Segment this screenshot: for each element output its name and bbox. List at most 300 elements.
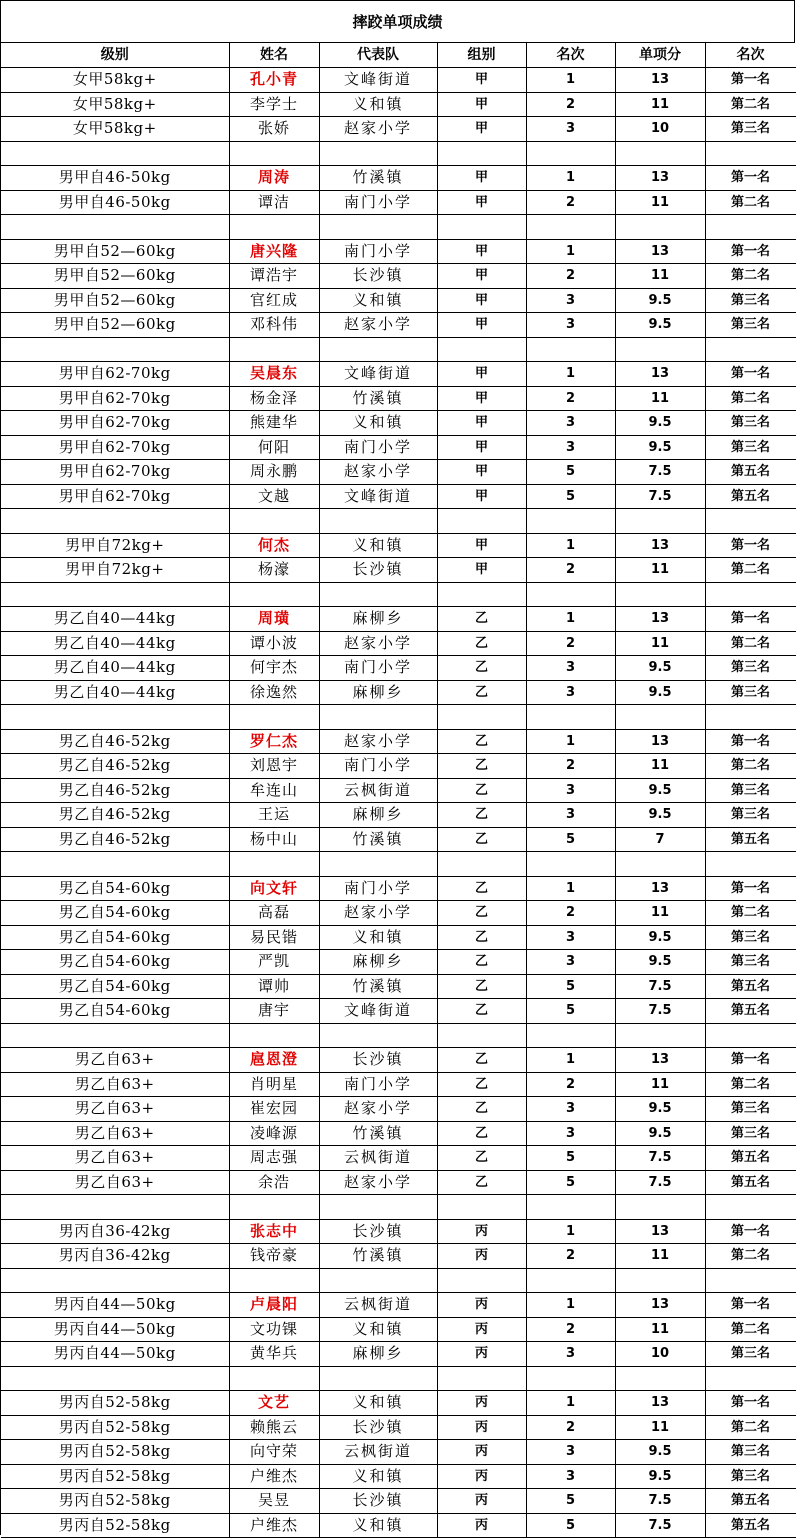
empty-cell: [1, 1268, 229, 1293]
cell-score: 7.5: [615, 1489, 705, 1514]
cell-place: 5: [526, 1146, 615, 1171]
cell-rank: 第三名: [705, 1464, 796, 1489]
cell-rank: 第一名: [705, 1048, 796, 1073]
cell-score: 9.5: [615, 313, 705, 338]
cell-group: 乙: [437, 754, 526, 779]
cell-team: 竹溪镇: [319, 1244, 437, 1269]
table-row: [1, 803, 796, 828]
cell-place: 3: [526, 680, 615, 705]
empty-cell: [526, 1195, 615, 1220]
empty-cell: [526, 705, 615, 730]
cell-score: 9.5: [615, 1440, 705, 1465]
cell-rank: 第三名: [705, 288, 796, 313]
cell-rank: 第三名: [705, 117, 796, 142]
cell-group: 甲: [437, 558, 526, 583]
cell-level: 男丙自44—50kg: [1, 1293, 229, 1318]
cell-athlete-name: 钱帝豪: [229, 1244, 319, 1269]
empty-cell: [615, 1366, 705, 1391]
cell-level: 男乙自46-52kg: [1, 803, 229, 828]
cell-group: 丙: [437, 1342, 526, 1367]
cell-score: 11: [615, 754, 705, 779]
cell-team: 长沙镇: [319, 1415, 437, 1440]
cell-group: 甲: [437, 239, 526, 264]
empty-cell: [615, 852, 705, 877]
cell-score: 13: [615, 1219, 705, 1244]
cell-team: 长沙镇: [319, 558, 437, 583]
cell-level: 男乙自46-52kg: [1, 754, 229, 779]
cell-place: 1: [526, 533, 615, 558]
cell-score: 11: [615, 1415, 705, 1440]
cell-place: 3: [526, 435, 615, 460]
cell-level: 男丙自52-58kg: [1, 1440, 229, 1465]
cell-place: 1: [526, 1391, 615, 1416]
cell-athlete-name: 周志强: [229, 1146, 319, 1171]
cell-level: 男乙自63+: [1, 1072, 229, 1097]
cell-place: 2: [526, 92, 615, 117]
cell-rank: 第五名: [705, 1146, 796, 1171]
cell-rank: 第五名: [705, 827, 796, 852]
cell-level: 男甲自62-70kg: [1, 411, 229, 436]
spacer-row: [1, 1023, 796, 1048]
cell-place: 3: [526, 313, 615, 338]
cell-rank: 第五名: [705, 484, 796, 509]
cell-score: 9.5: [615, 435, 705, 460]
cell-group: 乙: [437, 656, 526, 681]
cell-team: 义和镇: [319, 411, 437, 436]
cell-athlete-name: 周璜: [229, 607, 319, 632]
table-row: [1, 1440, 796, 1465]
cell-athlete-name: 李学士: [229, 92, 319, 117]
cell-score: 9.5: [615, 656, 705, 681]
empty-cell: [319, 705, 437, 730]
cell-score: 7: [615, 827, 705, 852]
cell-athlete-name: 扈恩澄: [229, 1048, 319, 1073]
cell-rank: 第二名: [705, 558, 796, 583]
cell-place: 1: [526, 1219, 615, 1244]
cell-score: 7.5: [615, 484, 705, 509]
cell-rank: 第三名: [705, 925, 796, 950]
empty-cell: [1, 705, 229, 730]
cell-athlete-name: 谭帅: [229, 974, 319, 999]
cell-rank: 第一名: [705, 362, 796, 387]
cell-team: 文峰街道: [319, 484, 437, 509]
cell-athlete-name: 熊建华: [229, 411, 319, 436]
cell-group: 乙: [437, 1097, 526, 1122]
cell-place: 3: [526, 411, 615, 436]
cell-place: 2: [526, 631, 615, 656]
cell-rank: 第一名: [705, 1391, 796, 1416]
cell-group: 丙: [437, 1219, 526, 1244]
cell-group: 乙: [437, 1048, 526, 1073]
cell-score: 13: [615, 362, 705, 387]
cell-group: 乙: [437, 974, 526, 999]
cell-group: 甲: [437, 411, 526, 436]
cell-group: 甲: [437, 435, 526, 460]
cell-athlete-name: 何宇杰: [229, 656, 319, 681]
cell-level: 男乙自63+: [1, 1170, 229, 1195]
cell-score: 9.5: [615, 680, 705, 705]
empty-cell: [319, 582, 437, 607]
table-row: [1, 1513, 796, 1538]
table-row: [1, 484, 796, 509]
cell-group: 甲: [437, 484, 526, 509]
empty-cell: [229, 582, 319, 607]
cell-team: 赵家小学: [319, 901, 437, 926]
cell-level: 男丙自44—50kg: [1, 1317, 229, 1342]
cell-group: 乙: [437, 631, 526, 656]
empty-cell: [319, 1023, 437, 1048]
cell-level: 男乙自54-60kg: [1, 950, 229, 975]
cell-score: 11: [615, 631, 705, 656]
cell-athlete-name: 刘恩宇: [229, 754, 319, 779]
table-row: [1, 656, 796, 681]
empty-cell: [705, 337, 796, 362]
cell-level: 男丙自52-58kg: [1, 1489, 229, 1514]
empty-cell: [705, 215, 796, 240]
cell-level: 男丙自52-58kg: [1, 1464, 229, 1489]
cell-athlete-name: 严凯: [229, 950, 319, 975]
cell-rank: 第二名: [705, 1415, 796, 1440]
empty-cell: [437, 852, 526, 877]
cell-place: 1: [526, 362, 615, 387]
table-row: [1, 1072, 796, 1097]
table-row: [1, 1317, 796, 1342]
empty-cell: [1, 1023, 229, 1048]
table-row: [1, 778, 796, 803]
cell-place: 3: [526, 288, 615, 313]
cell-athlete-name: 高磊: [229, 901, 319, 926]
cell-score: 11: [615, 1072, 705, 1097]
cell-team: 竹溪镇: [319, 974, 437, 999]
cell-place: 2: [526, 190, 615, 215]
cell-place: 3: [526, 1121, 615, 1146]
empty-cell: [615, 1023, 705, 1048]
cell-team: 麻柳乡: [319, 803, 437, 828]
cell-rank: 第三名: [705, 1342, 796, 1367]
cell-level: 男乙自54-60kg: [1, 974, 229, 999]
cell-athlete-name: 王运: [229, 803, 319, 828]
cell-athlete-name: 张志中: [229, 1219, 319, 1244]
empty-cell: [319, 852, 437, 877]
cell-rank: 第三名: [705, 656, 796, 681]
cell-level: 男甲自52—60kg: [1, 313, 229, 338]
cell-group: 甲: [437, 386, 526, 411]
cell-score: 11: [615, 1317, 705, 1342]
cell-rank: 第二名: [705, 264, 796, 289]
cell-place: 1: [526, 68, 615, 93]
cell-place: 5: [526, 1170, 615, 1195]
cell-group: 丙: [437, 1464, 526, 1489]
empty-cell: [437, 582, 526, 607]
cell-level: 女甲58kg+: [1, 92, 229, 117]
cell-athlete-name: 文越: [229, 484, 319, 509]
cell-rank: 第一名: [705, 729, 796, 754]
cell-athlete-name: 肖明星: [229, 1072, 319, 1097]
cell-rank: 第二名: [705, 1244, 796, 1269]
cell-level: 男乙自40—44kg: [1, 680, 229, 705]
results-body: [1, 68, 796, 1538]
cell-athlete-name: 谭洁: [229, 190, 319, 215]
cell-athlete-name: 杨中山: [229, 827, 319, 852]
cell-group: 甲: [437, 460, 526, 485]
cell-score: 13: [615, 239, 705, 264]
cell-athlete-name: 官红成: [229, 288, 319, 313]
cell-level: 男甲自72kg+: [1, 533, 229, 558]
empty-cell: [1, 852, 229, 877]
cell-team: 义和镇: [319, 288, 437, 313]
table-row: [1, 386, 796, 411]
cell-group: 丙: [437, 1391, 526, 1416]
table-row: [1, 190, 796, 215]
cell-score: 13: [615, 729, 705, 754]
table-row: [1, 631, 796, 656]
cell-place: 3: [526, 117, 615, 142]
cell-group: 丙: [437, 1244, 526, 1269]
table-row: [1, 1244, 796, 1269]
cell-group: 乙: [437, 778, 526, 803]
cell-place: 1: [526, 876, 615, 901]
cell-rank: 第一名: [705, 68, 796, 93]
table-row: [1, 533, 796, 558]
empty-cell: [526, 582, 615, 607]
cell-group: 乙: [437, 1121, 526, 1146]
empty-cell: [526, 141, 615, 166]
table-row: [1, 288, 796, 313]
table-row: [1, 974, 796, 999]
cell-team: 云枫街道: [319, 1293, 437, 1318]
cell-score: 13: [615, 1048, 705, 1073]
cell-team: 赵家小学: [319, 313, 437, 338]
cell-level: 男乙自54-60kg: [1, 999, 229, 1024]
spacer-row: [1, 1268, 796, 1293]
cell-team: 赵家小学: [319, 1097, 437, 1122]
cell-place: 3: [526, 950, 615, 975]
empty-cell: [229, 141, 319, 166]
cell-place: 2: [526, 1244, 615, 1269]
cell-level: 男甲自62-70kg: [1, 460, 229, 485]
cell-rank: 第一名: [705, 166, 796, 191]
cell-group: 乙: [437, 803, 526, 828]
cell-rank: 第一名: [705, 1219, 796, 1244]
empty-cell: [437, 215, 526, 240]
cell-level: 男乙自40—44kg: [1, 631, 229, 656]
empty-cell: [526, 215, 615, 240]
cell-place: 5: [526, 484, 615, 509]
cell-team: 南门小学: [319, 190, 437, 215]
cell-group: 丙: [437, 1293, 526, 1318]
cell-rank: 第二名: [705, 754, 796, 779]
cell-place: 1: [526, 1048, 615, 1073]
empty-cell: [437, 337, 526, 362]
cell-place: 5: [526, 460, 615, 485]
cell-level: 男乙自54-60kg: [1, 876, 229, 901]
empty-cell: [437, 705, 526, 730]
cell-team: 云枫街道: [319, 778, 437, 803]
cell-score: 7.5: [615, 460, 705, 485]
cell-team: 麻柳乡: [319, 950, 437, 975]
cell-score: 13: [615, 1391, 705, 1416]
cell-score: 11: [615, 558, 705, 583]
empty-cell: [319, 1366, 437, 1391]
cell-team: 长沙镇: [319, 1489, 437, 1514]
cell-level: 男丙自44—50kg: [1, 1342, 229, 1367]
table-row: [1, 1293, 796, 1318]
cell-rank: 第三名: [705, 1440, 796, 1465]
empty-cell: [526, 509, 615, 534]
cell-team: 文峰街道: [319, 68, 437, 93]
header-level: 级别: [1, 43, 229, 68]
table-row: [1, 1489, 796, 1514]
cell-score: 9.5: [615, 1097, 705, 1122]
cell-level: 男甲自62-70kg: [1, 484, 229, 509]
empty-cell: [526, 337, 615, 362]
cell-group: 乙: [437, 607, 526, 632]
cell-athlete-name: 吴昱: [229, 1489, 319, 1514]
cell-team: 文峰街道: [319, 362, 437, 387]
cell-team: 义和镇: [319, 533, 437, 558]
cell-place: 5: [526, 827, 615, 852]
cell-level: 男乙自54-60kg: [1, 925, 229, 950]
cell-level: 女甲58kg+: [1, 117, 229, 142]
empty-cell: [1, 1195, 229, 1220]
cell-rank: 第二名: [705, 1317, 796, 1342]
table-row: [1, 411, 796, 436]
empty-cell: [229, 705, 319, 730]
empty-cell: [229, 1366, 319, 1391]
cell-group: 乙: [437, 1170, 526, 1195]
spacer-row: [1, 215, 796, 240]
cell-place: 1: [526, 239, 615, 264]
cell-score: 7.5: [615, 1146, 705, 1171]
cell-team: 南门小学: [319, 239, 437, 264]
table-row: [1, 68, 796, 93]
table-row: [1, 264, 796, 289]
cell-group: 甲: [437, 166, 526, 191]
cell-group: 丙: [437, 1489, 526, 1514]
empty-cell: [319, 337, 437, 362]
cell-team: 赵家小学: [319, 460, 437, 485]
cell-place: 5: [526, 974, 615, 999]
empty-cell: [705, 141, 796, 166]
cell-team: 南门小学: [319, 656, 437, 681]
cell-team: 义和镇: [319, 1391, 437, 1416]
empty-cell: [1, 337, 229, 362]
cell-place: 2: [526, 1072, 615, 1097]
cell-level: 男乙自46-52kg: [1, 729, 229, 754]
cell-team: 义和镇: [319, 92, 437, 117]
cell-level: 男甲自52—60kg: [1, 288, 229, 313]
cell-athlete-name: 崔宏园: [229, 1097, 319, 1122]
cell-athlete-name: 吴晨东: [229, 362, 319, 387]
empty-cell: [615, 1268, 705, 1293]
cell-place: 3: [526, 1440, 615, 1465]
cell-group: 乙: [437, 1072, 526, 1097]
cell-level: 男乙自40—44kg: [1, 656, 229, 681]
cell-rank: 第三名: [705, 803, 796, 828]
empty-cell: [615, 705, 705, 730]
cell-team: 赵家小学: [319, 1170, 437, 1195]
table-row: [1, 1097, 796, 1122]
cell-rank: 第三名: [705, 411, 796, 436]
cell-rank: 第三名: [705, 313, 796, 338]
table-row: [1, 925, 796, 950]
cell-place: 3: [526, 656, 615, 681]
cell-score: 10: [615, 117, 705, 142]
cell-group: 乙: [437, 680, 526, 705]
cell-score: 11: [615, 386, 705, 411]
cell-place: 2: [526, 1415, 615, 1440]
table-row: [1, 1391, 796, 1416]
table-row: [1, 607, 796, 632]
spacer-row: [1, 705, 796, 730]
cell-group: 丙: [437, 1513, 526, 1538]
cell-rank: 第二名: [705, 901, 796, 926]
cell-athlete-name: 谭浩宇: [229, 264, 319, 289]
empty-cell: [705, 1195, 796, 1220]
cell-athlete-name: 户维杰: [229, 1464, 319, 1489]
table-row: [1, 729, 796, 754]
empty-cell: [615, 337, 705, 362]
cell-level: 男甲自72kg+: [1, 558, 229, 583]
cell-level: 男乙自63+: [1, 1121, 229, 1146]
cell-group: 丙: [437, 1440, 526, 1465]
cell-athlete-name: 罗仁杰: [229, 729, 319, 754]
table-row: [1, 827, 796, 852]
cell-athlete-name: 易民锴: [229, 925, 319, 950]
cell-athlete-name: 唐兴隆: [229, 239, 319, 264]
empty-cell: [615, 141, 705, 166]
cell-place: 2: [526, 901, 615, 926]
empty-cell: [229, 509, 319, 534]
empty-cell: [526, 1366, 615, 1391]
cell-place: 3: [526, 1342, 615, 1367]
cell-score: 9.5: [615, 288, 705, 313]
cell-athlete-name: 黄华兵: [229, 1342, 319, 1367]
cell-level: 男甲自46-50kg: [1, 166, 229, 191]
table-row: [1, 92, 796, 117]
empty-cell: [229, 1268, 319, 1293]
empty-cell: [229, 1023, 319, 1048]
header-rank: 名次: [705, 43, 796, 68]
cell-group: 乙: [437, 876, 526, 901]
cell-place: 2: [526, 1317, 615, 1342]
cell-level: 男乙自46-52kg: [1, 778, 229, 803]
cell-score: 9.5: [615, 778, 705, 803]
table-row: [1, 876, 796, 901]
cell-score: 9.5: [615, 411, 705, 436]
cell-athlete-name: 唐宇: [229, 999, 319, 1024]
cell-team: 赵家小学: [319, 729, 437, 754]
cell-group: 甲: [437, 68, 526, 93]
cell-group: 丙: [437, 1415, 526, 1440]
empty-cell: [437, 1366, 526, 1391]
cell-athlete-name: 卢晨阳: [229, 1293, 319, 1318]
spacer-row: [1, 852, 796, 877]
spacer-row: [1, 509, 796, 534]
cell-team: 南门小学: [319, 435, 437, 460]
cell-athlete-name: 孔小青: [229, 68, 319, 93]
cell-level: 男甲自52—60kg: [1, 239, 229, 264]
cell-rank: 第五名: [705, 999, 796, 1024]
cell-athlete-name: 张娇: [229, 117, 319, 142]
cell-team: 麻柳乡: [319, 680, 437, 705]
cell-rank: 第三名: [705, 680, 796, 705]
cell-level: 男甲自52—60kg: [1, 264, 229, 289]
header-score: 单项分: [615, 43, 705, 68]
cell-group: 甲: [437, 362, 526, 387]
empty-cell: [437, 1023, 526, 1048]
empty-cell: [526, 1023, 615, 1048]
